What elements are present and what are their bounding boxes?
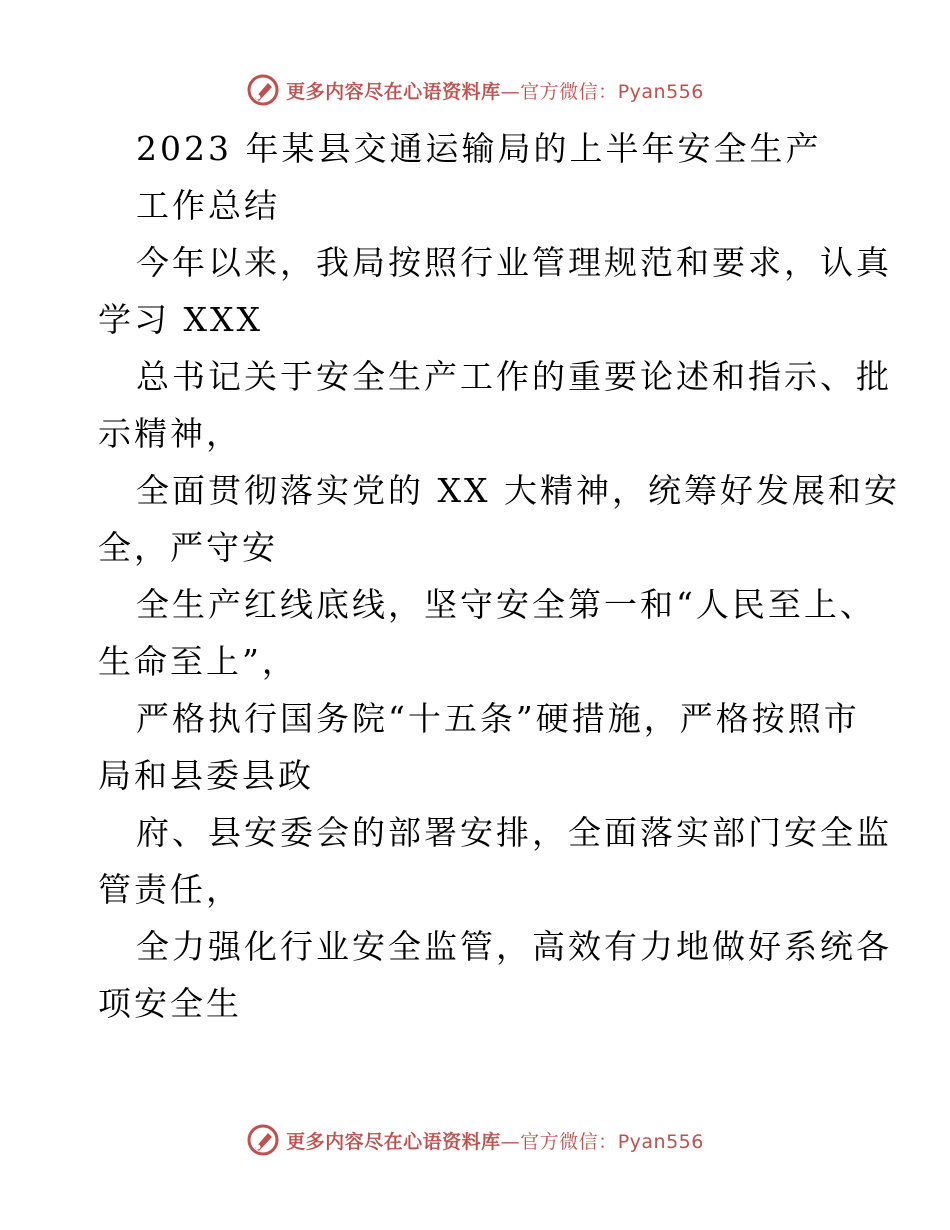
header-banner-id: Pyan556 [617, 80, 704, 103]
paragraph-line: 项安全生 [98, 984, 242, 1023]
footer-banner-dash: — [500, 1130, 521, 1153]
paragraph-line: 总书记关于安全生产工作的重要论述和指示、批 [136, 357, 892, 396]
header-banner [0, 70, 950, 110]
header-banner-label: 官方微信： [520, 80, 618, 103]
pen-nib-seal-icon [246, 73, 280, 107]
header-banner-dash: — [500, 80, 521, 103]
paragraph-line: 今年以来，我局按照行业管理规范和要求，认真 [136, 243, 892, 282]
footer-banner-label: 官方微信： [520, 1130, 618, 1153]
paragraph-line: 府、县安委会的部署安排，全面落实部门安全监 [136, 813, 892, 852]
header-banner-cn: 更多内容尽在心语资料库 [286, 80, 501, 103]
paragraph-line: 生命至上”， [98, 642, 298, 681]
paragraph-line: 管责任， [98, 870, 242, 909]
doc-title-line-2: 工作总结 [136, 186, 280, 225]
footer-banner-text [286, 1127, 704, 1154]
document-body [98, 120, 900, 1032]
footer-banner-cn: 更多内容尽在心语资料库 [286, 1130, 501, 1153]
paragraph-line: 全力强化行业安全监管，高效有力地做好系统各 [136, 927, 892, 966]
footer-banner [0, 1120, 950, 1160]
paragraph-line: 学习 XXX [98, 300, 263, 339]
paragraph-line: 全面贯彻落实党的 XX 大精神，统筹好发展和安 [136, 471, 900, 510]
header-banner-text [286, 77, 704, 104]
doc-title-line-1: 2023 年某县交通运输局的上半年安全生产 [136, 129, 822, 168]
pen-nib-seal-icon [246, 1123, 280, 1157]
paragraph-line: 严格执行国务院“十五条”硬措施，严格按照市 [136, 699, 860, 738]
paragraph-line: 全，严守安 [98, 528, 278, 567]
paragraph-line: 全生产红线底线，坚守安全第一和“人民至上、 [136, 585, 876, 624]
footer-banner-id: Pyan556 [617, 1130, 704, 1153]
paragraph-line: 局和县委县政 [98, 756, 314, 795]
paragraph-line: 示精神， [98, 414, 242, 453]
